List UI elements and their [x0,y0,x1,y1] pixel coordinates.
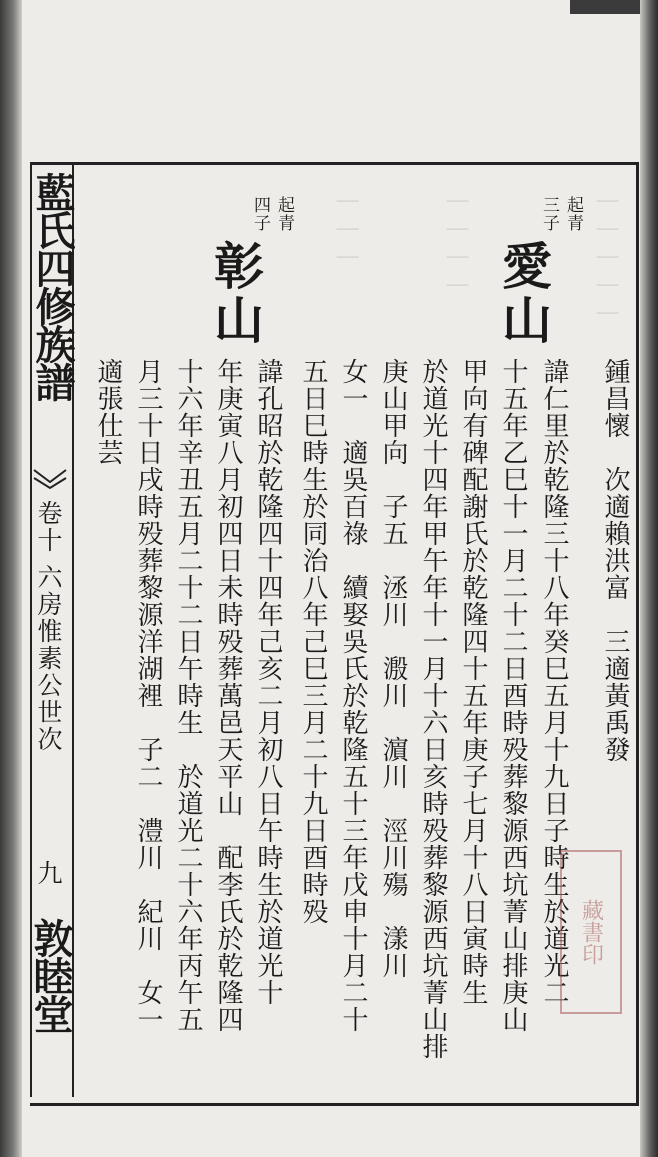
entry-2-name: 彰山 [206,240,265,348]
book-spine-shadow [0,0,22,1157]
entry-1-line-2: 十五年乙巳十一月二十二日酉時殁葬黎源西坑菁山排庚山 [498,358,528,1033]
entry-1-line-6: 女一 適吳百祿 續娶吳氏於乾隆五十三年戊申十月二十 [338,358,368,1033]
entry-1-line-5: 庚山甲向 子五 洆川 溵川 濵川 涇川殤 漾川 [378,358,408,979]
hall-name: 敦睦堂 [27,918,74,1032]
entry-1-line-1: 諱仁里於乾隆三十八年癸巳五月十九日子時生於道光二 [539,358,569,1006]
entry-2-line-4: 月三十日戌時殁葬黎源洋湖裡 子二 澧川 紀川 女一 [133,358,163,1033]
entry-1-line-3: 甲向有碑配謝氏於乾隆四十五年庚子七月十八日寅時生 [458,358,488,1006]
entry-1-rank: 三子 [539,196,559,232]
entry-2-line-2: 年庚寅八月初四日未時殁葬萬邑天平山 配李氏於乾隆四 [213,358,243,1033]
volume-label: 卷十 六房惟素公世次 [34,500,63,753]
bleed-through-1: ｜｜｜｜｜ [593,190,618,330]
page-number: 九 [34,860,63,885]
entry-2-rank: 四子 [250,196,270,232]
entry-1-line-7: 五日巳時生於同治八年己巳三月二十九日酉時殁 [298,358,328,925]
fishtail-mark-icon [32,468,68,490]
entry-2-line-5: 適張仕芸 [93,358,123,466]
genealogy-title: 藍氏四修族譜 [29,172,76,400]
bleed-through-3: ｜｜｜ [333,190,358,274]
entry-2-line-3: 十六年辛丑五月二十二日午時生 於道光二十六年丙午五 [173,358,203,1033]
entry-1-relation: 起青 [563,196,583,232]
entry-2-relation: 起青 [274,196,294,232]
entry-1-name: 愛山 [494,240,553,348]
collector-seal: 藏書印 [560,850,622,1014]
entry-1-line-4: 於道光十四年甲午年十一月十六日亥時殁葬黎源西坑菁山排 [418,358,448,1060]
book-edge-shadow [640,0,658,1157]
bleed-through-2: ｜｜｜｜ [443,190,468,302]
entry-2-line-1: 諱孔昭於乾隆四十四年己亥二月初八日午時生於道光十 [253,358,283,1006]
carryover-line: 鍾昌懷 次適賴洪富 三適黃禹發 [600,358,630,763]
page-corner-shadow [570,0,640,14]
